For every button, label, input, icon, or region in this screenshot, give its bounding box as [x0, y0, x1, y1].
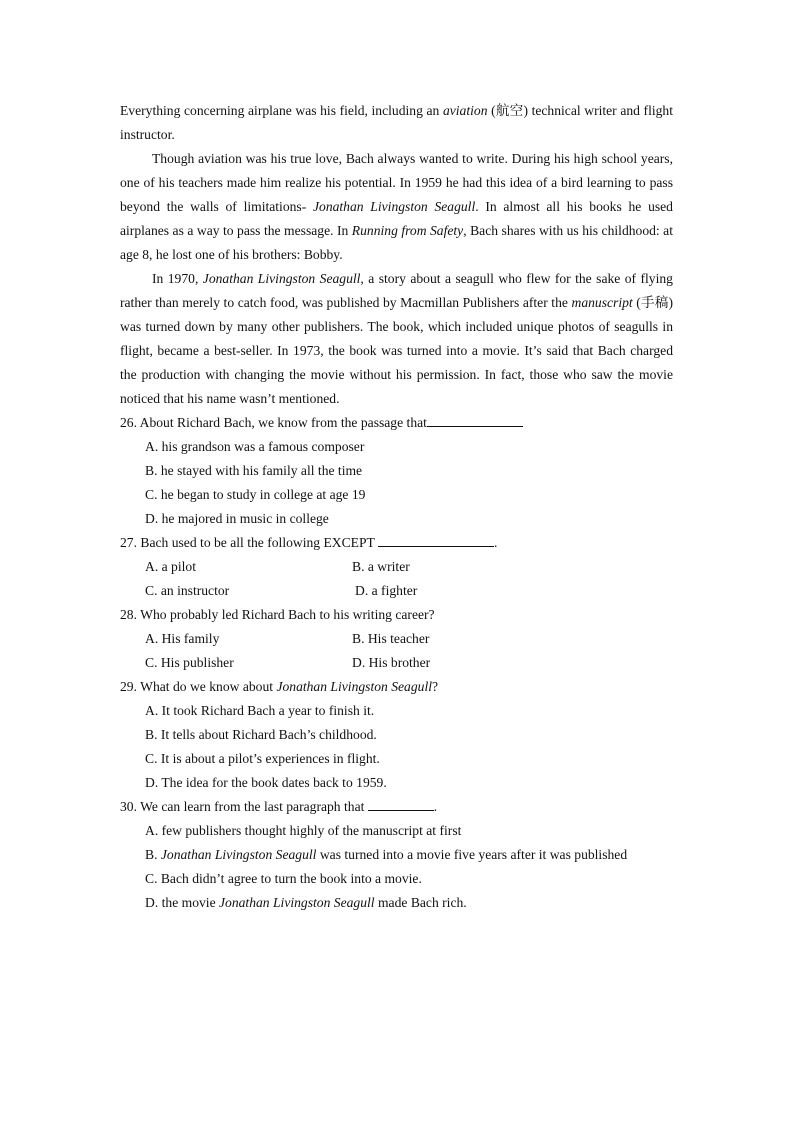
option-c: C. His publisher [145, 655, 234, 670]
option-c: C. an instructor [145, 583, 230, 598]
passage-italic-term: manuscript [571, 295, 633, 310]
option-text: made Bach rich. [374, 895, 467, 910]
option-d: D. he majored in music in college [145, 511, 329, 526]
passage-paragraph-2 [120, 147, 673, 267]
book-title: Jonathan Livingston Seagull [160, 847, 317, 862]
book-title: Jonathan Livingston Seagull [312, 199, 476, 214]
option-row [120, 651, 673, 675]
book-title: Jonathan Livingston Seagull [276, 679, 433, 694]
option-text: D. the movie [145, 895, 219, 910]
answer-blank [427, 412, 523, 427]
question-stem [120, 411, 673, 435]
question-30 [120, 795, 673, 915]
passage-text: In 1970, [152, 271, 203, 286]
option-a: A. It took Richard Bach a year to finish it. [145, 703, 375, 718]
option-row [120, 555, 673, 579]
option-letter: B. [145, 847, 161, 862]
passage-text: . In almost all his books he used airplanes as a way to pass the message. In [120, 199, 673, 238]
question-27 [120, 531, 673, 603]
question-stem-end: . [433, 799, 438, 814]
passage-text: , a story about a seagull who flew for the sake of flying rather than merely to catch food, was published by Macmillan Publishers after the [120, 271, 673, 310]
question-stem [120, 531, 673, 555]
option-b: B. he stayed with his family all the time [145, 463, 363, 478]
question-stem-end: ? [432, 679, 439, 694]
passage-text: (航空) technical writer and flight instructor. [120, 103, 674, 142]
exam-page [120, 99, 673, 915]
question-stem-text: 26. About Richard Bach, we know from the passage that [120, 415, 427, 430]
question-stem-text: 29. What do we know about [120, 679, 277, 694]
option-d: D. The idea for the book dates back to 1959. [145, 775, 387, 790]
passage-text: (手稿) was turned down by many other publishers. The book, which included unique photos of seagulls in flight, became a best-seller. In 1973, the book was turned into a movie. It’s said that Bach charged the production with changing the movie without his permission. In fact, those who saw the movie noticed that his name wasn’t mentioned. [120, 295, 674, 406]
option-b: B. a writer [352, 559, 410, 574]
question-stem-text: 30. We can learn from the last paragraph that [120, 799, 368, 814]
option-b [120, 843, 673, 867]
question-stem: 28. Who probably led Richard Bach to his writing career? [120, 607, 435, 622]
passage-text: Though aviation was his true love, Bach always wanted to write. During his high school years, one of his teachers made him realize his potential. In 1959 he had this idea of a bird learning to pass beyond the walls of limitations- [120, 151, 673, 214]
option-d: D. His brother [352, 655, 431, 670]
question-26 [120, 411, 673, 531]
passage-text: Everything concerning airplane was his field, including an [120, 103, 443, 118]
option-c: C. he began to study in college at age 19 [145, 487, 366, 502]
question-28 [120, 603, 673, 675]
option-a: A. a pilot [145, 559, 196, 574]
option-text: was turned into a movie five years after it was published [316, 847, 628, 862]
option-a: A. few publishers thought highly of the manuscript at first [145, 823, 462, 838]
option-c: C. It is about a pilot’s experiences in flight. [145, 751, 380, 766]
book-title: Jonathan Livingston Seagull [202, 271, 361, 286]
option-a: A. his grandson was a famous composer [145, 439, 365, 454]
option-d [120, 891, 673, 915]
question-29 [120, 675, 673, 795]
option-a: A. His family [145, 631, 220, 646]
book-title: Running from Safety [351, 223, 464, 238]
question-stem [120, 795, 673, 819]
option-d: D. a fighter [355, 583, 418, 598]
question-stem-end: . [494, 535, 498, 550]
passage-paragraph-1 [120, 99, 673, 147]
passage-italic-term: aviation [442, 103, 488, 118]
option-b: B. It tells about Richard Bach’s childhood. [145, 727, 377, 742]
option-b: B. His teacher [352, 631, 430, 646]
answer-blank [368, 796, 434, 811]
question-stem [120, 675, 673, 699]
book-title: Jonathan Livingston Seagull [219, 895, 375, 910]
passage-paragraph-3 [120, 267, 673, 411]
option-c: C. Bach didn’t agree to turn the book into a movie. [145, 871, 422, 886]
question-stem-text: 27. Bach used to be all the following EXCEPT [120, 535, 378, 550]
option-row [120, 627, 673, 651]
passage-text: , Bach shares with us his childhood: at age 8, he lost one of his brothers: Bobby. [120, 223, 673, 262]
option-row [120, 579, 673, 603]
answer-blank [378, 532, 494, 547]
